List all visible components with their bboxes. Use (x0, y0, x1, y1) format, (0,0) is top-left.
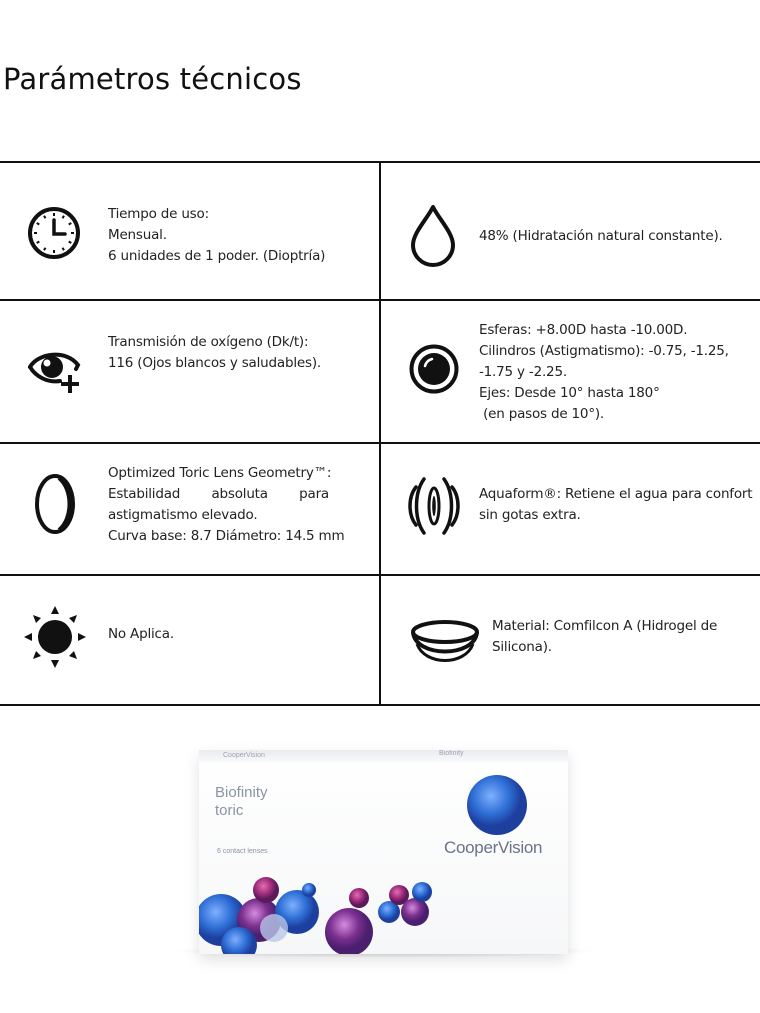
spec-line: Esferas: +8.00D hasta -10.00D. (479, 322, 688, 338)
spec-line: astigmatismo elevado. (108, 507, 258, 523)
spec-line: 48% (Hidratación natural constante). (479, 228, 723, 244)
spec-line: 6 unidades de 1 poder. (Dioptría) (108, 248, 326, 264)
spec-line: Transmisión de oxígeno (Dk/t): (108, 334, 309, 350)
spec-line: (en pasos de 10°). (479, 406, 605, 422)
box-top-brand: Biofinity (439, 750, 464, 757)
spec-word: Estabilidad (108, 486, 181, 502)
aquaform-icon (406, 475, 462, 537)
lens-side-icon (33, 473, 79, 535)
clock-icon (26, 205, 82, 261)
spec-word: para (299, 486, 329, 502)
eye-plus-icon (26, 343, 84, 395)
product-brand: Biofinity (215, 784, 268, 801)
sun-icon (22, 604, 88, 670)
row-divider (0, 574, 760, 576)
spec-text (108, 204, 325, 267)
spec-text (492, 616, 717, 658)
spec-line: Mensual. (108, 227, 167, 243)
spec-line: Curva base: 8.7 Diámetro: 14.5 mm (108, 528, 345, 544)
lens-bowl-icon (409, 618, 481, 672)
spec-text (108, 624, 174, 645)
spec-line: Silicona). (492, 639, 552, 655)
water-drop-icon (409, 203, 457, 267)
product-box-image (199, 750, 568, 954)
spec-line: Tiempo de uso: (108, 206, 209, 222)
page-title: Parámetros técnicos (3, 62, 302, 96)
spec-line: Optimized Toric Lens Geometry™: (108, 465, 332, 481)
spec-text (108, 463, 345, 547)
column-divider (379, 163, 381, 704)
spec-line: sin gotas extra. (479, 507, 581, 523)
spec-line: 116 (Ojos blancos y saludables). (108, 355, 321, 371)
lens-bubbles-graphic (199, 750, 568, 954)
spec-text (108, 332, 321, 374)
lens-front-icon (408, 343, 460, 395)
row-divider (0, 442, 760, 444)
product-maker: CooperVision (444, 838, 543, 857)
spec-text (479, 226, 723, 247)
spec-text (479, 484, 752, 526)
spec-text (479, 320, 729, 425)
box-top-maker: CooperVision (223, 752, 265, 759)
specs-table (0, 161, 760, 706)
product-variant: toric (215, 802, 244, 819)
spec-line: Cilindros (Astigmatismo): -0.75, -1.25, (479, 343, 729, 359)
spec-line: Material: Comfilcon A (Hidrogel de (492, 618, 718, 634)
spec-line: Ejes: Desde 10° hasta 180° (479, 385, 660, 401)
spec-line: -1.75 y -2.25. (479, 364, 567, 380)
product-count: 6 contact lenses (217, 848, 268, 855)
spec-line (108, 484, 329, 505)
row-divider (0, 299, 760, 301)
spec-line: No Aplica. (108, 626, 174, 642)
spec-word: absoluta (211, 486, 268, 502)
spec-line: Aquaform®: Retiene el agua para confort (479, 486, 753, 502)
